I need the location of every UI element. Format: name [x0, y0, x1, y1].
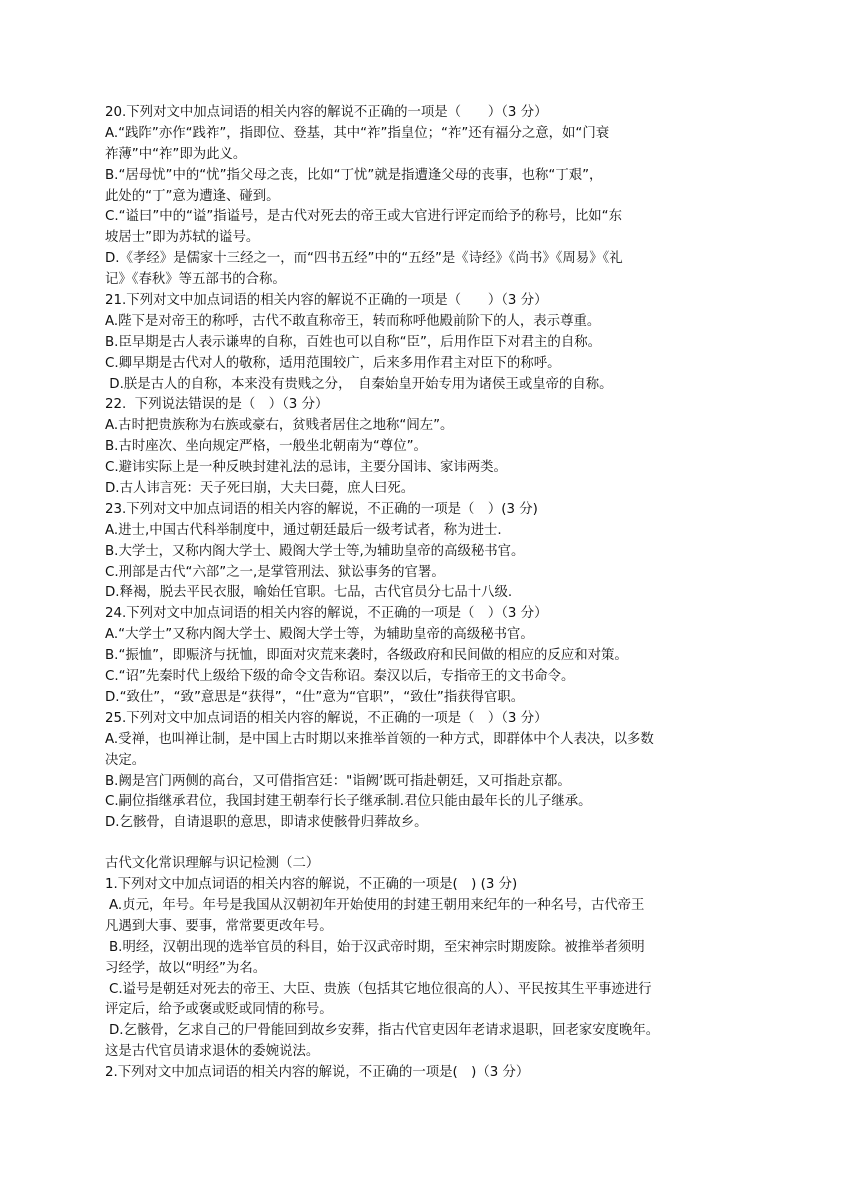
document-body: [105, 103, 760, 1084]
q23-option-b: B.大学士，又称内阁大学士、殿阁大学士等,为辅助皇帝的高级秘书官。: [105, 543, 525, 559]
q23-option-a: A.进士,中国古代科举制度中，通过朝廷最后一级考试者，称为进士.: [105, 522, 502, 538]
q21-option-d: D.朕是古人的自称，本来没有贵贱之分， 自秦始皇开始专用为诸侯王或皇帝的自称。: [105, 376, 613, 392]
s2-q1-option-b-cont: 习经学，故以“明经”为名。: [105, 960, 267, 976]
q21-option-a: A.陛下是对帝王的称呼，古代不敢直称帝王，转而称呼他殿前阶下的人，表示尊重。: [105, 313, 601, 329]
q25-option-a-cont: 决定。: [105, 752, 146, 768]
s2-q1-option-d-cont: 这是古代官员请求退休的委婉说法。: [105, 1044, 320, 1060]
q22-option-a: A.古时把贵族称为右族或豪右，贫贱者居住之地称“闾左”。: [105, 418, 454, 434]
q24-option-c: C.“诏”先秦时代上级给下级的命令文告称诏。秦汉以后，专指帝王的文书命令。: [105, 669, 575, 685]
q23-stem: 23.下列对文中加点词语的相关内容的解说，不正确的一项是（ ）(3 分): [105, 501, 538, 517]
q23-option-c: C.刑部是古代“六部”之一,是掌管刑法、狱讼事务的官署。: [105, 564, 445, 580]
s2-q1-option-a: A.贞元，年号。年号是我国从汉朝初年开始使用的封建王朝用来纪年的一种名号，古代帝王: [109, 897, 645, 913]
s2-q1-option-c-cont: 评定后，给予或褒或贬或同情的称号。: [105, 1002, 333, 1018]
q20-option-b: B.“居母忧”中的“忧”指父母之丧，比如“丁忧”就是指遭逢父母的丧事，也称“丁艰”，: [105, 167, 603, 183]
q22-option-b: B.古时座次、坐向规定严格，一般坐北朝南为“尊位”。: [105, 439, 427, 455]
q21-stem: 21.下列对文中加点词语的相关内容的解说不正确的一项是（ ）（3 分）: [105, 293, 548, 309]
q20-stem: 20.下列对文中加点词语的相关内容的解说不正确的一项是（ ）（3 分）: [105, 105, 548, 120]
q20-option-d-cont: 记》《春秋》等五部书的合称。: [105, 272, 286, 288]
s2-q1-stem: 1.下列对文中加点词语的相关内容的解说，不正确的一项是( ) (3 分): [105, 877, 518, 893]
q24-option-b: B.“振恤”，即赈济与抚恤，即面对灾荒来袭时，各级政府和民间做的相应的反应和对策。: [105, 648, 628, 664]
q22-option-c: C.避讳实际上是一种反映封建礼法的忌讳，主要分国讳、家讳两类。: [105, 460, 507, 476]
s2-q1-option-c: C.谥号是朝廷对死去的帝王、大臣、贵族（包括其它地位很高的人）、平民按其生平事迹进行: [109, 981, 652, 997]
s2-q1-option-b: B.明经，汉朝出现的选举官员的科目，始于汉武帝时期，至宋神宗时期废除。被推举者须明: [109, 939, 645, 955]
q25-option-a: A.受禅，也叫禅让制，是中国上古时期以来推举首领的一种方式，即群体中个人表决，以多数: [105, 731, 654, 747]
section-heading: 古代文化常识理解与识记检测（二）: [105, 856, 320, 872]
q20-option-a-cont: 祚薄”中“祚”即为此义。: [105, 146, 247, 162]
q20-option-b-cont: 此处的“丁”意为遭逢、碰到。: [105, 188, 280, 204]
q25-stem: 25.下列对文中加点词语的相关内容的解说，不正确的一项是（ ）（3 分）: [105, 710, 548, 726]
q22-stem: 22. 下列说法错误的是（ ）（3 分）: [105, 397, 329, 413]
s2-q2-stem: 2.下列对文中加点词语的相关内容的解说，不正确的一项是( )（3 分）: [105, 1065, 530, 1081]
q23-option-d: D.释褐，脱去平民衣服，喻始任官职。七品，古代官员分七品十八级.: [105, 585, 513, 601]
q25-option-b: B.阙是宫门两侧的高台，又可借指宫廷："诣阙’既可指赴朝廷，又可指赴京都。: [105, 773, 571, 789]
section-gap: [105, 834, 760, 854]
q20-option-a: A.“践阼”亦作“践祚”，指即位、登基，其中“祚”指皇位；“祚”还有福分之意，如“门衰: [105, 125, 610, 141]
q25-option-c: C.嗣位指继承君位，我国封建王朝奉行长子继承制.君位只能由最年长的儿子继承。: [105, 794, 592, 810]
q22-option-d: D.古人讳言死：天子死曰崩，大夫曰薨，庶人曰死。: [105, 481, 415, 497]
q24-option-a: A.“大学士”又称内阁大学士、殿阁大学士等，为辅助皇帝的高级秘书官。: [105, 627, 534, 643]
s2-q1-option-d: D.乞骸骨，乞求自己的尸骨能回到故乡安葬，指古代官吏因年老请求退职，回老家安度晚年。: [109, 1023, 660, 1039]
q21-option-c: C.卿早期是古代对人的敬称，适用范围较广，后来多用作君主对臣下的称呼。: [105, 355, 561, 371]
q21-option-b: B.臣早期是古人表示谦卑的自称，百姓也可以自称“臣”，后用作臣下对君主的自称。: [105, 334, 601, 350]
q25-option-d: D.乞骸骨，自请退职的意思，即请求使骸骨归葬故乡。: [105, 815, 428, 831]
q20-option-d: D.《孝经》是儒家十三经之一，而“四书五经”中的“五经”是《诗经》《尚书》《周易》《礼: [105, 251, 623, 267]
q24-option-d: D.“致仕”，“致”意思是“获得”，“仕”意为“官职”，“致仕”指获得官职。: [105, 689, 525, 705]
q20-option-c: C.“谥曰”中的“谥”指谥号，是古代对死去的帝王或大官进行评定而给予的称号，比如“东: [105, 209, 622, 225]
q20-option-c-cont: 坡居士”即为苏轼的谥号。: [105, 230, 260, 246]
q24-stem: 24.下列对文中加点词语的相关内容的解说，不正确的一项是（ ）（3 分）: [105, 606, 548, 622]
s2-q1-option-a-cont: 凡遇到大事、要事，常常要更改年号。: [105, 918, 333, 934]
